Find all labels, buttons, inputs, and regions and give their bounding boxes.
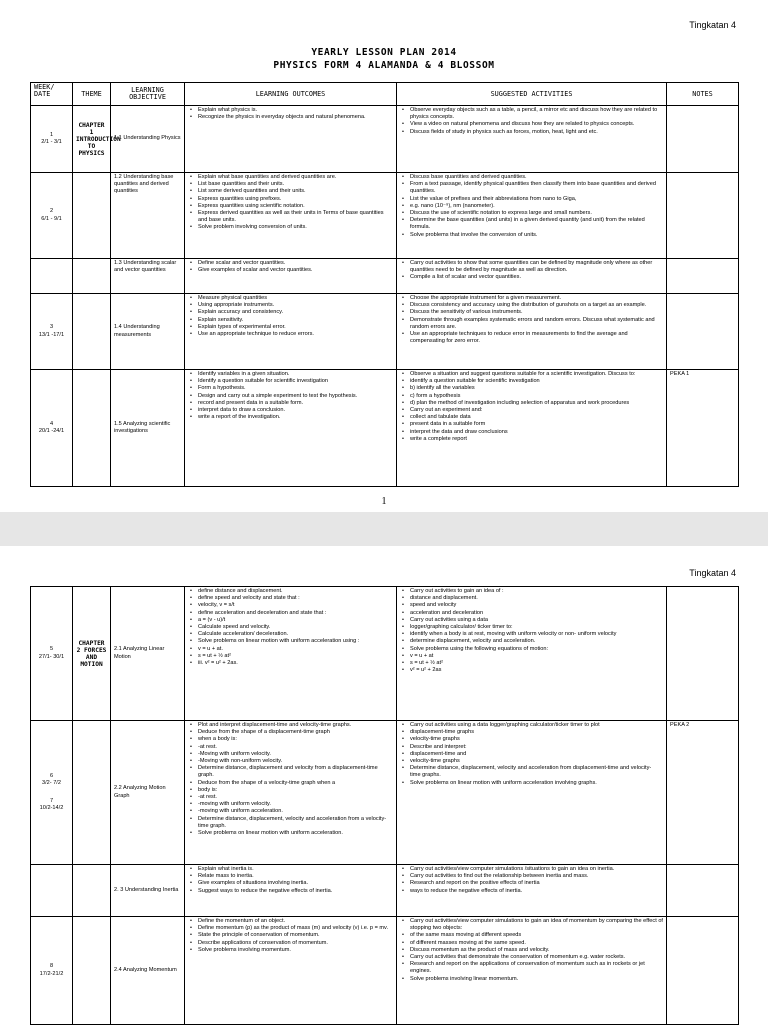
theme-cell <box>73 721 111 865</box>
list-item: • Determine distance, displacement, velocity and acceleration from displacement-time and velocity- time graphs. <box>410 765 663 779</box>
list-item: • Form a hypothesis. <box>198 385 393 392</box>
week-number: 5 <box>49 646 54 653</box>
list-item: • Demonstrate through examples systematic errors and random errors. Discuss what systematic and random errors are. <box>410 317 663 331</box>
list-item: • Explain what base quantities and derived quantities are. <box>198 174 393 181</box>
activities-list <box>400 107 663 136</box>
list-item: • Solve problems involving momentum. <box>198 947 393 954</box>
activities-cell <box>397 721 667 865</box>
list-item: • ways to reduce the negative effects of inertia. <box>410 888 663 895</box>
col-notes: NOTES <box>667 83 739 106</box>
form-label: Tingkatan 4 <box>689 20 736 30</box>
page-gap <box>0 512 768 546</box>
activities-cell <box>397 173 667 259</box>
list-item: • Discuss base quantities and derived quantities. <box>410 174 663 181</box>
objective-cell: 2.2 Analyzing Motion Graph <box>111 721 185 865</box>
lesson-plan-table-1 <box>30 82 739 487</box>
list-item: • Determine the base quantities (and units) in a given derived quantity (and unit) from the related formula. <box>410 217 663 231</box>
list-item: • v² = u² + 2as <box>410 667 663 674</box>
activities-cell <box>397 294 667 370</box>
form-label: Tingkatan 4 <box>689 568 736 578</box>
week-cell <box>31 106 73 173</box>
list-item: • d) plan the method of investigation including selection of apparatus and work procedures <box>410 400 663 407</box>
list-item: • Carry out activities using a data <box>410 617 663 624</box>
list-item: • Define the momentum of an object. <box>198 918 393 925</box>
notes-cell <box>667 294 739 370</box>
activities-cell <box>397 917 667 1025</box>
outcomes-list <box>188 295 393 338</box>
outcomes-cell <box>185 917 397 1025</box>
list-item: • Carry out activities to find out the relationship between inertia and mass. <box>410 873 663 880</box>
list-item: • -at rest. <box>198 744 393 751</box>
list-item: • Solve problems on linear motion with uniform acceleration involving graphs. <box>410 780 663 787</box>
activities-list <box>400 918 663 983</box>
outcomes-list <box>188 260 393 274</box>
lesson-plan-table-2 <box>30 586 739 1025</box>
list-item: • present data in a suitable form <box>410 421 663 428</box>
activities-list <box>400 295 663 345</box>
objective-cell: 1.1 Understanding Physics <box>111 106 185 173</box>
list-item: • Research and report on the positive effects of inertia <box>410 880 663 887</box>
list-item: • Carry out activities/view computer simulations /situations to gain an idea on inertia. <box>410 866 663 873</box>
week-number: 4 <box>49 420 54 427</box>
list-item: • Explain types of experimental error. <box>198 324 393 331</box>
list-item: • Carry out activities to show that some quantities can be defined by magnitude only where as other quantities need to be defined by magnitude as well as direction. <box>410 260 663 274</box>
list-item: • State the principle of conservation of momentum. <box>198 932 393 939</box>
list-item: • From a text passage, identify physical quantities then classify them into base quantities and derived quantities. <box>410 181 663 195</box>
list-item: • -Moving with uniform velocity. <box>198 751 393 758</box>
list-item: • Deduce from the shape of a displacement-time graph <box>198 729 393 736</box>
week-cell <box>31 370 73 487</box>
list-item: • speed and velocity <box>410 602 663 609</box>
list-item: • Express quantities using prefixes. <box>198 196 393 203</box>
list-item: • define distance and displacement. <box>198 588 393 595</box>
list-item: • Determine distance, displacement and velocity from a displacement-time graph. <box>198 765 393 779</box>
list-item: • Calculate speed and velocity. <box>198 624 393 631</box>
list-item: • velocity, v = s/t <box>198 602 393 609</box>
activities-list <box>400 722 663 787</box>
col-theme: THEME <box>73 83 111 106</box>
activities-list <box>400 174 663 239</box>
objective-cell: 1.4 Understanding measurements <box>111 294 185 370</box>
list-item: • Recognize the physics in everyday objects and natural phenomena. <box>198 114 393 121</box>
notes-cell <box>667 587 739 721</box>
objective-cell: 1.5 Analyzing scientific investigations <box>111 370 185 487</box>
list-item: • Identify variables in a given situation. <box>198 371 393 378</box>
list-item: • Carry out activities using a data logger/graphing calculator/ticker timer to plot <box>410 722 663 729</box>
outcomes-cell <box>185 865 397 917</box>
week-date: 3/2- 7/2 <box>42 780 61 787</box>
list-item: • Explain what inertia is. <box>198 866 393 873</box>
page-2 <box>0 546 768 1024</box>
list-item: • -at rest. <box>198 794 393 801</box>
list-item: • Explain sensitivity. <box>198 317 393 324</box>
list-item: • Carry out activities/view computer simulations to gain an idea of momentum by comparing the effect of stopping two objects: <box>410 918 663 932</box>
list-item: • interpret the data and draw conclusions <box>410 429 663 436</box>
list-item: • velocity-time graphs <box>410 736 663 743</box>
table-row <box>31 721 739 865</box>
outcomes-list <box>188 107 393 121</box>
theme-cell <box>73 294 111 370</box>
theme-cell: CHAPTER 2 FORCES AND MOTION <box>73 587 111 721</box>
notes-cell: PEKA 2 <box>667 721 739 865</box>
theme-cell <box>73 865 111 917</box>
activities-cell <box>397 106 667 173</box>
outcomes-list <box>188 371 393 421</box>
list-item: • Define scalar and vector quantities. <box>198 260 393 267</box>
list-item: • of the same mass moving at different speeds <box>410 932 663 939</box>
list-item: • Describe and interpret: <box>410 744 663 751</box>
list-item: • displacement-time and <box>410 751 663 758</box>
theme-cell <box>73 917 111 1025</box>
col-week: WEEK/ DATE <box>31 83 73 106</box>
list-item: • List some derived quantities and their units. <box>198 188 393 195</box>
col-outcomes: LEARNING OUTCOMES <box>185 83 397 106</box>
week-cell <box>31 294 73 370</box>
list-item: • c) form a hypothesis <box>410 393 663 400</box>
week-number: 6 <box>49 773 54 780</box>
list-item: • Identify a question suitable for scientific investigation <box>198 378 393 385</box>
table-row <box>31 173 739 259</box>
list-item: • Give examples of scalar and vector quantities. <box>198 267 393 274</box>
list-item: • Compile a list of scalar and vector quantities. <box>410 274 663 281</box>
list-item: • Discuss momentum as the product of mass and velocity. <box>410 947 663 954</box>
week-cell <box>31 259 73 294</box>
list-item: • Determine distance, displacement, velocity and acceleration from a velocity- time graph. <box>198 816 393 830</box>
list-item: • List the value of prefixes and their abbreviations from nano to Giga, <box>410 196 663 203</box>
list-item: • Solve problems using the following equations of motion: <box>410 646 663 653</box>
activities-list <box>400 371 663 443</box>
list-item: • Plot and interpret displacement-time and velocity-time graphs. <box>198 722 393 729</box>
activities-list <box>400 866 663 895</box>
objective-cell: 1.3 Understanding scalar and vector quantities <box>111 259 185 294</box>
week-cell <box>31 587 73 721</box>
document-title: YEARLY LESSON PLAN 2014 <box>311 47 457 58</box>
table-row <box>31 587 739 721</box>
theme-cell <box>73 259 111 294</box>
page-number: 1 <box>381 496 387 507</box>
week-cell <box>31 917 73 1025</box>
week-cell <box>31 173 73 259</box>
objective-cell: 2.1 Analyzing Linear Motion <box>111 587 185 721</box>
list-item: • Carry out activities that demonstrate the conservation of momentum e.g. water rockets. <box>410 954 663 961</box>
outcomes-cell <box>185 259 397 294</box>
list-item: • Discuss fields of study in physics such as forces, motion, heat, light and etc. <box>410 129 663 136</box>
col-activities: SUGGESTED ACTIVITIES <box>397 83 667 106</box>
notes-cell <box>667 173 739 259</box>
list-item: • Describe applications of conservation of momentum. <box>198 940 393 947</box>
outcomes-cell <box>185 173 397 259</box>
list-item: • record and present data in a suitable form. <box>198 400 393 407</box>
list-item: • Choose the appropriate instrument for a given measurement. <box>410 295 663 302</box>
week-date: 6/1 - 9/1 <box>41 215 62 222</box>
week-date: 10/2-14/2 <box>39 804 64 811</box>
outcomes-cell <box>185 370 397 487</box>
list-item: • Use an appropriate techniques to reduce error in measurements to find the average and compensating for zero error. <box>410 331 663 345</box>
list-item: • Use an appropriate technique to reduce errors. <box>198 331 393 338</box>
list-item: • Give examples of situations involving inertia. <box>198 880 393 887</box>
theme-cell: CHAPTER 1 INTRODUCTION TO PHYSICS <box>73 106 111 173</box>
list-item: • identify when a body is at rest, moving with uniform velocity or non- uniform velocity <box>410 631 663 638</box>
outcomes-cell <box>185 294 397 370</box>
list-item: • Suggest ways to reduce the negative effects of inertia. <box>198 888 393 895</box>
list-item: • Solve problems on linear motion with uniform acceleration using : <box>198 638 393 645</box>
list-item: • define speed and velocity and state that : <box>198 595 393 602</box>
col-objective: LEARNING OBJECTIVE <box>111 83 185 106</box>
notes-cell <box>667 917 739 1025</box>
outcomes-list <box>188 174 393 232</box>
objective-cell: 2. 3 Understanding Inertia <box>111 865 185 917</box>
list-item: • logger/graphing calculator/ ticker timer to: <box>410 624 663 631</box>
list-item: • Using appropriate instruments. <box>198 302 393 309</box>
list-item: • -moving with uniform acceleration. <box>198 808 393 815</box>
list-item: • of different masses moving at the same speed. <box>410 940 663 947</box>
list-item: • Express derived quantities as well as their units in Terms of base quantities and base units. <box>198 210 393 224</box>
list-item: • Define momentum (p) as the product of mass (m) and velocity (v) i.e. p = mv. <box>198 925 393 932</box>
week-date: 27/1- 30/1 <box>38 653 65 660</box>
table-row <box>31 917 739 1025</box>
list-item: • b) identify all the variables <box>410 385 663 392</box>
notes-cell <box>667 106 739 173</box>
list-item: • List base quantities and their units. <box>198 181 393 188</box>
list-item: • Explain what physics is. <box>198 107 393 114</box>
page-1 <box>0 0 768 512</box>
list-item: • Carry out an experiment and: <box>410 407 663 414</box>
activities-list <box>400 588 663 674</box>
list-item: • Express quantities using scientific notation. <box>198 203 393 210</box>
list-item: • write a complete report <box>410 436 663 443</box>
list-item: • acceleration and deceleration <box>410 610 663 617</box>
table-row <box>31 294 739 370</box>
list-item: • velocity-time graphs <box>410 758 663 765</box>
table-row <box>31 259 739 294</box>
theme-cell <box>73 370 111 487</box>
list-item: • Solve problems on linear motion with uniform acceleration. <box>198 830 393 837</box>
week-date: 20/1 -24/1 <box>38 428 65 434</box>
notes-cell <box>667 259 739 294</box>
outcomes-cell <box>185 587 397 721</box>
outcomes-cell <box>185 721 397 865</box>
outcomes-list <box>188 722 393 837</box>
list-item: • define acceleration and deceleration and state that : <box>198 610 393 617</box>
week-number: 8 <box>49 963 54 970</box>
list-item: • body is: <box>198 787 393 794</box>
outcomes-cell <box>185 106 397 173</box>
list-item: • -Moving with non-uniform velocity. <box>198 758 393 765</box>
list-item: • -moving with uniform velocity. <box>198 801 393 808</box>
list-item: • Solve problems involving linear momentum. <box>410 976 663 983</box>
week-number: 7 <box>49 797 54 804</box>
notes-cell: PEKA 1 <box>667 370 739 487</box>
list-item: • interpret data to draw a conclusion. <box>198 407 393 414</box>
activities-cell <box>397 370 667 487</box>
list-item: • identify a question suitable for scientific investigation <box>410 378 663 385</box>
list-item: • Research and report on the applications of conservation of momentum such as in rockets or jet engines. <box>410 961 663 975</box>
list-item: • write a report of the investigation. <box>198 414 393 421</box>
list-item: • Design and carry out a simple experiment to test the hypothesis. <box>198 393 393 400</box>
list-item: • Observe everyday objects such as a table, a pencil, a mirror etc and discuss how they are related to physics concepts. <box>410 107 663 121</box>
list-item: • Explain accuracy and consistency. <box>198 309 393 316</box>
list-item: • iii. v² = u² + 2as. <box>198 660 393 667</box>
list-item: • Discuss consistency and accuracy using the distribution of gunshots on a target as an example. <box>410 302 663 309</box>
theme-cell <box>73 173 111 259</box>
week-number: 3 <box>49 324 54 331</box>
week-cell <box>31 865 73 917</box>
list-item: • a = (v - u)/t <box>198 617 393 624</box>
activities-cell <box>397 587 667 721</box>
document-subtitle: PHYSICS FORM 4 ALAMANDA & 4 BLOSSOM <box>273 60 495 71</box>
list-item: • Measure physical quantities <box>198 295 393 302</box>
list-item: • Observe a situation and suggest questions suitable for a scientific investigation. Discuss to: <box>410 371 663 378</box>
list-item: • Discuss the sensitivity of various instruments. <box>410 309 663 316</box>
list-item: • Deduce from the shape of a velocity-time graph when a <box>198 780 393 787</box>
list-item: • collect and tabulate data <box>410 414 663 421</box>
list-item: • Discuss the use of scientific notation to express large and small numbers. <box>410 210 663 217</box>
week-number: 2 <box>49 208 54 215</box>
table-row <box>31 370 739 487</box>
list-item: • Solve problem involving conversion of units. <box>198 224 393 231</box>
outcomes-list <box>188 588 393 667</box>
week-date: 13/1 -17/1 <box>38 331 65 338</box>
week-number: 1 <box>49 131 54 138</box>
week-cell <box>31 721 73 865</box>
list-item: • Calculate acceleration/ deceleration. <box>198 631 393 638</box>
outcomes-list <box>188 866 393 895</box>
activities-list <box>400 260 663 282</box>
list-item: • s = ut + ½ at² <box>198 653 393 660</box>
list-item: • Relate mass to inertia. <box>198 873 393 880</box>
activities-cell <box>397 865 667 917</box>
notes-cell <box>667 865 739 917</box>
week-date: 17/2-21/2 <box>39 970 64 977</box>
list-item: • e.g. nano (10⁻⁹), nm (nanometer). <box>410 203 663 210</box>
header-row <box>31 83 739 106</box>
list-item: • displacement-time graphs <box>410 729 663 736</box>
table-row <box>31 106 739 173</box>
list-item: • Solve problems that involve the conversion of units. <box>410 232 663 239</box>
objective-cell: 1.2 Understanding base quantities and derived quantities <box>111 173 185 259</box>
list-item: • View a video on natural phenomena and discuss how they are related to physics concepts. <box>410 121 663 128</box>
outcomes-list <box>188 918 393 954</box>
list-item: • determine displacement, velocity and acceleration. <box>410 638 663 645</box>
list-item: • Carry out activities to gain an idea of : <box>410 588 663 595</box>
list-item: • v = u + at. <box>198 646 393 653</box>
list-item: • v = u + at <box>410 653 663 660</box>
table-row <box>31 865 739 917</box>
objective-cell: 2.4 Analyzing Momentum <box>111 917 185 1025</box>
list-item: • distance and displacement. <box>410 595 663 602</box>
list-item: • s = ut + ½ at² <box>410 660 663 667</box>
week-date: 2/1 - 3/1 <box>41 139 62 145</box>
list-item: • when a body is: <box>198 736 393 743</box>
activities-cell <box>397 259 667 294</box>
